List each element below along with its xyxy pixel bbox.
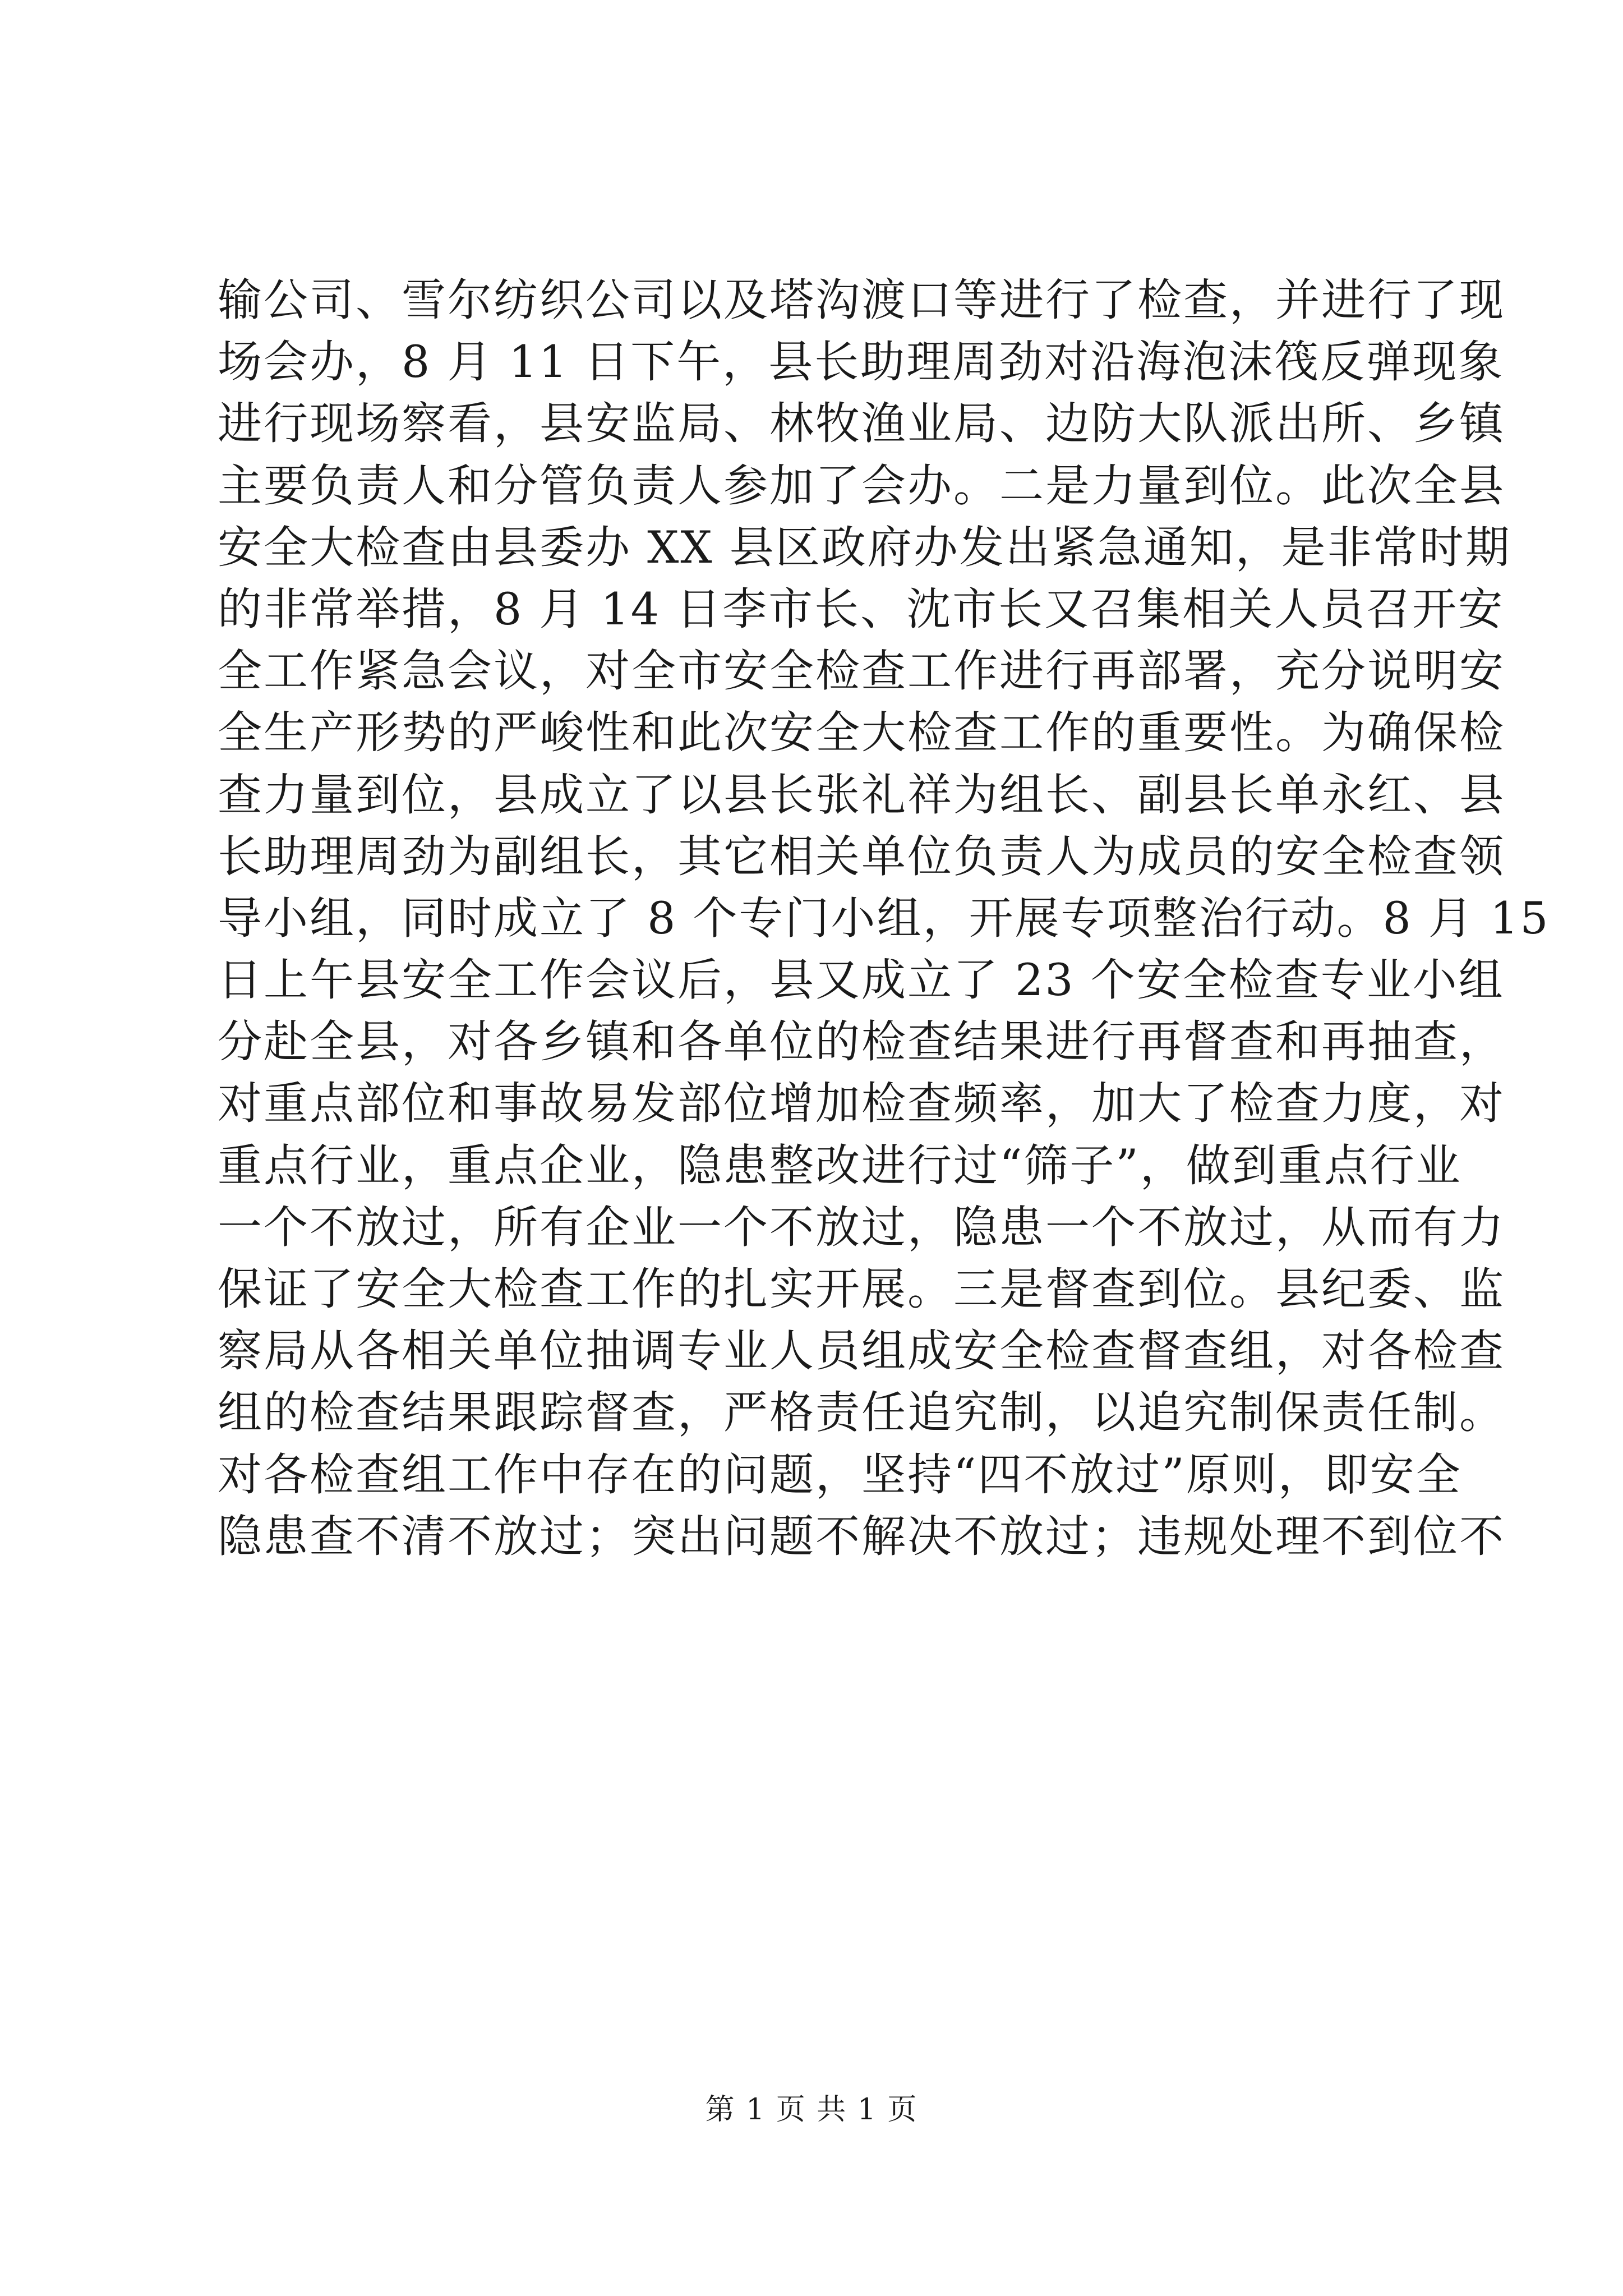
text-line: 日上午县安全工作会议后，县又成立了 23 个安全检查专业小组 (218, 954, 1505, 1006)
text-line: 长助理周劲为副组长，其它相关单位负责人为成员的安全检查领 (218, 830, 1505, 882)
text-line: 察局从各相关单位抽调专业人员组成安全检查督查组，对各检查 (218, 1325, 1505, 1377)
text-line: 对重点部位和事故易发部位增加检查频率，加大了检查力度，对 (218, 1078, 1505, 1130)
text-line: 场会办，8 月 11 日下午，县长助理周劲对沿海泡沫筏反弹现象 (218, 336, 1505, 388)
text-line: 一个不放过，所有企业一个不放过，隐患一个不放过，从而有力 (218, 1201, 1505, 1253)
text-line: 对各检查组工作中存在的问题，坚持“四不放过”原则，即安全 (218, 1448, 1462, 1501)
text-line: 隐患查不清不放过；突出问题不解决不放过；违规处理不到位不 (218, 1510, 1505, 1562)
text-line: 导小组，同时成立了 8 个专门小组，开展专项整治行动。8 月 15 (218, 892, 1550, 944)
text-line: 分赴全县，对各乡镇和各单位的检查结果进行再督查和再抽查， (218, 1016, 1505, 1068)
text-line: 主要负责人和分管负责人参加了会办。二是力量到位。此次全县 (218, 459, 1505, 512)
text-line: 全工作紧急会议，对全市安全检查工作进行再部署，充分说明安 (218, 645, 1505, 697)
text-line: 进行现场察看，县安监局、林牧渔业局、边防大队派出所、乡镇 (218, 398, 1505, 450)
text-line: 全生产形势的严峻性和此次安全大检查工作的重要性。为确保检 (218, 707, 1505, 759)
text-line: 安全大检查由县委办 XX 县区政府办发出紧急通知，是非常时期 (218, 521, 1511, 573)
text-line: 的非常举措，8 月 14 日李市长、沈市长又召集相关人员召开安 (218, 583, 1505, 635)
text-line: 重点行业，重点企业，隐患整改进行过“筛子”，做到重点行业 (218, 1139, 1462, 1191)
page-footer: 第 1 页 共 1 页 (705, 2093, 918, 2127)
body-paragraph (218, 269, 1550, 1567)
text-line: 输公司、雪尔纺织公司以及塔沟渡口等进行了检查，并进行了现 (218, 274, 1505, 326)
text-line: 保证了安全大检查工作的扎实开展。三是督查到位。县纪委、监 (218, 1263, 1505, 1315)
text-line: 查力量到位，县成立了以县长张礼祥为组长、副县长单永红、县 (218, 769, 1505, 821)
text-line: 组的检查结果跟踪督查，严格责任追究制，以追究制保责任制。 (218, 1387, 1505, 1439)
